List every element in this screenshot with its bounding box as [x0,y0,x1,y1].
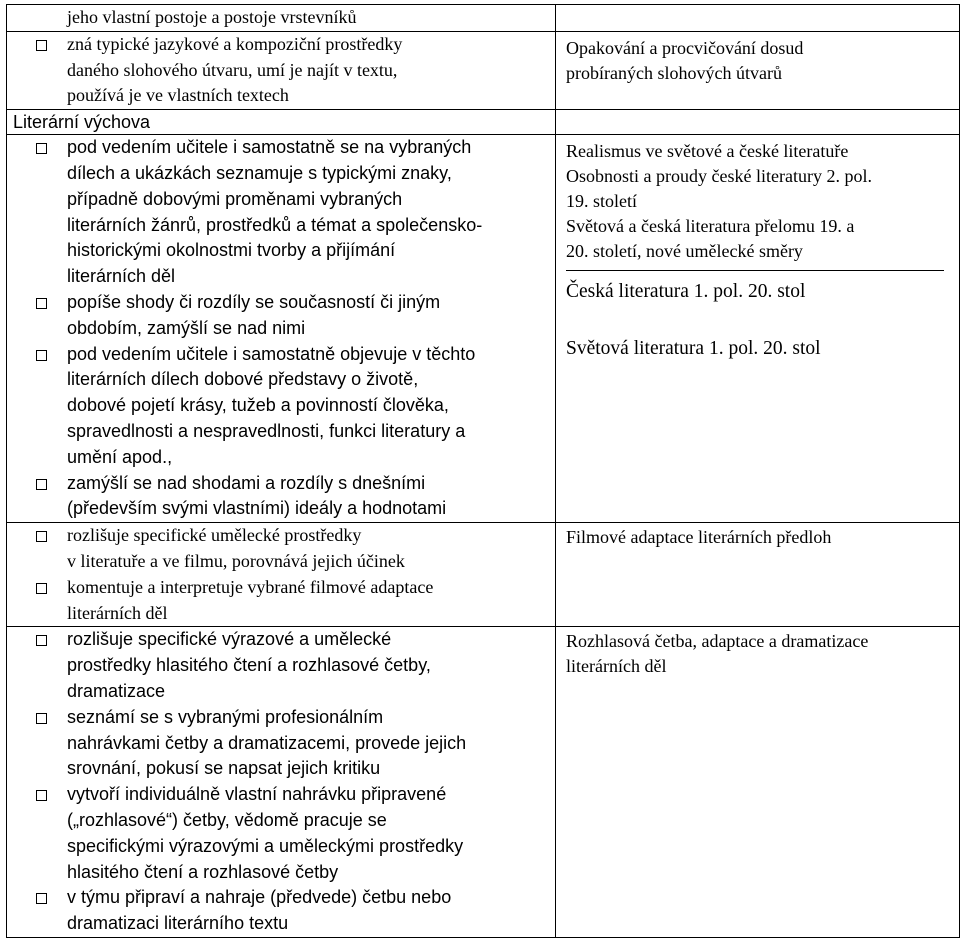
table-row [7,523,960,627]
outcome-bullet: v týmu připraví a nahraje (předvede) četbu nebo [7,885,555,911]
outcome-line: historickými okolnostmi tvorby a přijímání [67,240,396,261]
outcome-line: nahrávkami četby a dramatizacemi, provede jejich [67,732,467,753]
topics-cell [556,135,960,523]
topic-line: Česká literatura 1. pol. 20. stol [566,281,806,303]
topic-line: Filmové adaptace literárních předloh [566,527,832,548]
outcome-bullet: seznámí se s vybranými profesionálním [7,705,555,731]
outcome-bullet: komentuje a interpretuje vybrané filmové adaptace [7,575,555,601]
table-row [7,5,960,32]
topic-line: Rozhlasová četba, adaptace a dramatizace [566,631,869,652]
checkbox-square-icon [36,40,47,51]
topics-cell [556,523,960,627]
topic-line: Světová literatura 1. pol. 20. stol [566,338,821,360]
table-row [7,135,960,523]
outcome-line: spravedlnosti a nespravedlnosti, funkci literatury a [67,420,466,441]
outcome-line: v literatuře a ve filmu, porovnává jejich účinek [67,550,405,571]
outcome-bullet: popíše shody či rozdíly se současností či jiným [7,290,555,316]
outcome-bullet: rozlišuje specifické umělecké prostředky [7,523,555,549]
outcome-line: literárních děl [67,266,176,287]
topics-cell [556,31,960,109]
checkbox-square-icon [36,635,47,646]
outcome-bullet: pod vedením učitele i samostatně se na vybraných [7,135,555,161]
topic-line: 20. století, nové umělecké směry [566,241,803,262]
topic-line: probíraných slohových útvarů [566,62,782,83]
checkbox-square-icon [36,531,47,542]
topic-line: Světová a česká literatura přelomu 19. a [566,216,855,237]
outcomes-cell [7,135,556,523]
outcome-line: literárních dílech dobové představy o životě, [67,369,419,390]
topic-line: Opakování a procvičování dosud [566,37,804,58]
outcome-line: prostředky hlasitého čtení a rozhlasové četby, [67,655,431,676]
outcome-line: srovnání, pokusí se napsat jejich kritiku [67,758,381,779]
checkbox-square-icon [36,893,47,904]
topics-cell [556,627,960,938]
outcome-line: hlasitého čtení a rozhlasové četby [67,861,339,882]
outcome-line: umění apod., [67,446,173,467]
checkbox-square-icon [36,350,47,361]
checkbox-square-icon [36,583,47,594]
outcomes-cell [7,31,556,109]
table-row [7,627,960,938]
outcome-bullet: zamýšlí se nad shodami a rozdíly s dnešními [7,471,555,497]
checkbox-square-icon [36,143,47,154]
outcome-line: (především svými vlastními) ideály a hodnotami [67,498,447,519]
outcome-line: dramatizaci literárního textu [67,913,289,934]
outcome-bullet: pod vedením učitele i samostatně objevuje v těchto [7,342,555,368]
topic-line: 19. století [566,191,637,212]
topic-line: Realismus ve světové a české literatuře [566,141,849,162]
outcome-line: daného slohového útvaru, umí je najít v textu, [67,59,398,80]
outcome-line: literárních žánrů, prostředků a témat a společensko- [67,214,483,235]
table-row [7,31,960,109]
outcome-bullet: vytvoří individuálně vlastní nahrávku připravené [7,782,555,808]
outcome-line: případně dobovými proměnami vybraných [67,188,403,209]
topic-line: literárních děl [566,656,667,677]
outcome-line: specifickými výrazovými a uměleckými prostředky [67,835,464,856]
section-cell [7,110,556,135]
checkbox-square-icon [36,790,47,801]
curriculum-table [6,4,960,938]
topics-cell [556,5,960,32]
outcome-line: („rozhlasové“) četby, vědomě pracuje se [67,809,387,830]
outcome-line: literárních děl [67,602,168,623]
outcome-line: dramatizace [67,680,166,701]
outcome-bullet: zná typické jazykové a kompoziční prostředky [7,32,555,58]
checkbox-square-icon [36,713,47,724]
section-title: Literární výchova [13,112,151,133]
topics-cell [556,110,960,135]
outcome-line: dobové pojetí krásy, tužeb a povinností člověka, [67,395,449,416]
outcome-line: používá je ve vlastních textech [67,85,289,106]
outcomes-cell [7,627,556,938]
topic-line: Osobnosti a proudy české literatury 2. pol. [566,166,872,187]
outcome-line: dílech a ukázkách seznamuje s typickými znaky, [67,162,452,183]
checkbox-square-icon [36,298,47,309]
checkbox-square-icon [36,479,47,490]
outcome-line: obdobím, zamýšlí se nad nimi [67,317,306,338]
outcomes-cell [7,523,556,627]
outcome-line: jeho vlastní postoje a postoje vrstevníků [67,7,357,27]
table-row [7,110,960,135]
outcomes-cell [7,5,556,32]
outcome-bullet: rozlišuje specifické výrazové a umělecké [7,627,555,653]
